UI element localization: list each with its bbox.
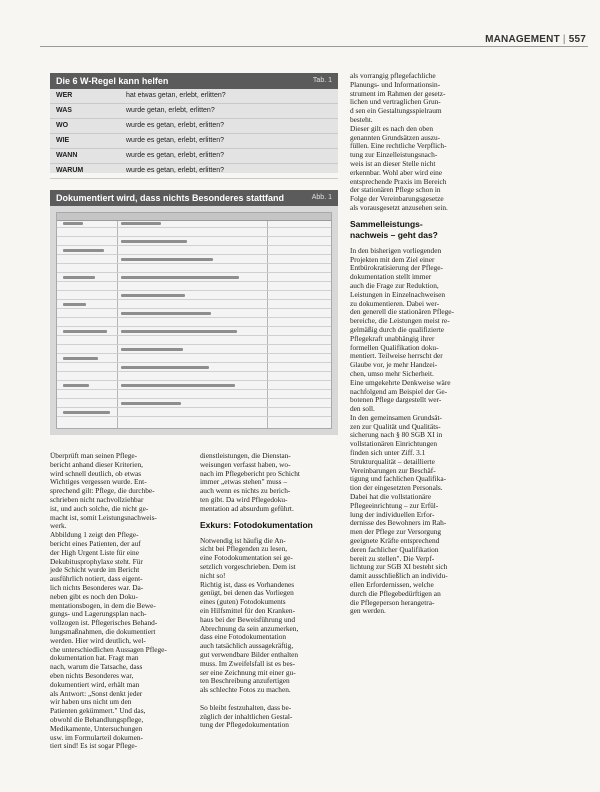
header-separator: | [562,34,566,45]
w-rule-row [50,89,338,104]
text-line: ser eine Zeichnung mit einer gu- [200,667,296,677]
text-line: nach, warum die Tatsache, dass [50,662,143,672]
col3-paragraph [350,72,488,213]
text-line: eben nichts Besonderes war, [50,670,134,680]
screenshot-gridline [57,263,331,264]
screenshot-text-line [63,222,83,225]
text-line: dokumentation hat. Fragt man [50,653,139,663]
screenshot-gridline [57,380,331,381]
page-number: 557 [568,34,586,45]
text-line: In den bisherigen vorliegenden [350,245,442,255]
screenshot-text-line [63,276,95,279]
text-line: gelmäßig durch die qualifizierte [350,324,445,334]
text-line: wird schnell deutlich, ob etwas [50,468,142,478]
col3-text [350,247,488,616]
w-rule-value: wurde es getan, erlebt, erlitten? [126,137,225,144]
text-line: als vorausgesetzt anzusehen sein. [350,202,448,212]
text-line: tung zur Einzelleistungsnach- [350,150,438,160]
text-line: Entbürokratisierung der Pflege- [350,263,443,273]
text-line: obwohl die Behandlungspflege, [50,714,144,724]
text-line: dokumentation stellt immer [350,272,432,282]
text-line: züglich der inhaltlichen Gestal- [200,711,293,721]
text-line: Richtig ist, dass es Vorhandenes [200,579,295,589]
text-line: entsprechende Praxis im Bereich [350,176,447,186]
text-line: weis ist an dieser Stelle nicht [350,158,436,168]
w-rule-rows [50,89,338,179]
documentation-screenshot-image [56,212,332,429]
text-line: nicht so! [200,570,226,580]
w-rule-value: wurde es getan, erlebt, erlitten? [126,122,225,129]
text-column-2 [200,452,340,730]
screenshot-gridline [57,335,331,336]
box-tag: Tab. 1 [312,77,332,84]
text-line: zu dokumentieren. Dabei wer- [350,298,440,308]
text-line: muss. Im Zweifelsfall ist es bes- [200,658,296,668]
screenshot-gridline [57,272,331,273]
w-rule-row [50,119,338,134]
figure-tag: Abb. 1 [311,194,332,201]
w-rule-row [50,149,338,164]
text-line: bereiche, die Leistungen meist re- [350,316,450,326]
text-line: eine Fotodokumentation sei ge- [200,553,293,563]
text-line: lichtung zur SGB XI besteht sich [350,562,448,572]
text-line: immer „etwas stehen" muss – [200,477,288,487]
screenshot-text-line [121,366,209,369]
text-line: gungs- und Lagerungsplan nach- [50,609,147,619]
screenshot-gridline [57,326,331,327]
screenshot-gridline [57,389,331,390]
w-rule-key: WARUM [56,167,84,174]
text-line: ten gibt. Da wird Pflegedoku- [200,494,288,504]
screenshot-text-line [63,249,104,252]
screenshot-gridline [57,362,331,363]
text-line: bereit zu stellen". Die Verpf- [350,553,435,563]
heading-line: Sammelleistungs- [350,218,423,229]
text-line: sprechend gilt: Pflege, die durchbe- [50,486,155,496]
w-rule-value: wurde es getan, erlebt, erlitten? [126,167,225,174]
text-line: weisungen verfasst haben, wo- [200,459,291,469]
text-line: Patienten gekümmert." Und das, [50,706,146,716]
text-line: als schlechte Fotos zu machen. [200,685,291,695]
screenshot-text-line [121,348,183,351]
text-line: strument im Rahmen der gesetz- [350,88,446,98]
text-line: Projekten mit dem Ziel einer [350,254,435,264]
text-line: füllen. Eine rechtliche Verpflich- [350,141,447,151]
text-line: eines (guten) Fotodokuments [200,597,286,607]
text-line: vollzogen ist. Pflegerisches Behand- [50,618,158,628]
text-line: So bleibt festzuhalten, dass be- [200,702,292,712]
text-line: Abbildung 1 zeigt den Pflege- [50,530,139,540]
text-line: Dekubitusprophylaxe steht. Für [50,556,143,566]
text-line: Pflegekraft unabhängig ihrer [350,333,435,343]
text-line: haus bei der Beweisführung und [200,614,296,624]
text-line: setzlich vorgeschrieben. Dem ist [200,561,296,571]
screenshot-text-line [121,312,211,315]
screenshot-text-line [121,402,181,405]
excursus-heading: Exkurs: Fotodokumentation [200,519,313,530]
text-line: formellen Qualifikation doku- [350,342,439,352]
text-line: werk. [50,521,67,531]
text-line: der stationären Pflege schon in [350,185,441,195]
header-rule [40,46,588,47]
text-line: tigung und fachlichen Qualifika- [350,474,447,484]
text-line: lich nichts Besonderes war. Da- [50,582,144,592]
w-rule-key: WER [56,92,73,99]
screenshot-gridline [57,290,331,291]
text-line: Leistungen in Einzelnachweisen [350,289,446,299]
screenshot-text-line [121,330,237,333]
text-line: Überprüft man seinen Pflege- [50,451,138,460]
screenshot-gridline [57,236,331,237]
text-line: dass eine Fotodokumentation [200,632,287,642]
text-line: bericht eines Patienten, der auf [50,538,141,548]
screenshot-text-line [63,411,110,414]
text-line: neben gibt es noch den Doku- [50,591,138,601]
text-line: chen, umso mehr Sicherheit. [350,368,434,378]
text-line: dienstleistungen, die Dienstan- [200,451,291,460]
text-line: Dieser gilt es nach den oben [350,123,433,133]
text-column-3 [350,72,488,616]
screenshot-gridline [57,353,331,354]
text-line: tion der eingesetzten Personals. [350,483,443,493]
text-line: Medikamente, Untersuchungen [50,723,143,733]
text-line: Wichtiges vergessen wurde. Ent- [50,477,147,487]
text-line: mentation ad absurdum geführt. [200,503,294,513]
screenshot-gridline [57,398,331,399]
text-line: Abrechnung da sein anzumerken, [200,623,299,633]
text-line: botenen Pflege dargestellt wer- [350,395,442,405]
w-rule-key: WO [56,122,69,129]
text-line: usw. im Formularteil dokumen- [50,732,143,742]
sammelleistungsnachweis-heading [350,219,488,241]
text-line: ist, und auch solche, die nicht ge- [50,503,149,513]
text-line: geeignete Kräfte entsprechend [350,536,440,546]
screenshot-text-line [63,384,89,387]
text-line: die Pflegeperson herangetra- [350,597,435,607]
text-line: damit ausschließlich an individu- [350,571,448,581]
screenshot-text-line [121,276,239,279]
screenshot-text-line [63,330,107,333]
text-line: Eine umgekehrte Denkweise wäre [350,377,451,387]
text-line: erkennbar. Wohl aber wird eine [350,167,443,177]
six-w-rule-box [50,73,338,173]
w-rule-key: WAS [56,107,72,114]
text-line: Vereinbarungen zur Beschäf- [350,465,436,475]
text-line: mentationsbogen, in dem die Bewe- [50,600,156,610]
text-line: dokumentiert wird, erhält man [50,679,140,689]
text-line: zen zur Qualität und Qualitäts- [350,421,441,431]
screenshot-text-line [63,303,86,306]
text-line: Glaube vor, je mehr Handzei- [350,360,438,370]
screenshot-gridline [57,254,331,255]
text-line: nachfolgend am Beispiel der Ge- [350,386,448,396]
text-line: Notwendig ist häufig die An- [200,535,286,545]
text-line: men der Pflege zur Versorgung [350,527,442,537]
text-line: Planungs- und Informationsin- [350,79,441,89]
text-line: schrieben nicht nachvollziehbar [50,494,144,504]
w-rule-row [50,134,338,149]
text-line: wir haben uns nicht um den [50,697,132,707]
text-line: dernisse des Bewohners im Rah- [350,518,447,528]
text-line: sicht bei Pflegenden zu lesen, [200,544,288,554]
screenshot-text-line [121,222,161,225]
w-rule-key: WANN [56,152,78,159]
w-rule-row [50,104,338,119]
text-line: gen werden. [350,606,386,616]
text-line: ein Hilfsmittel für den Kranken- [200,605,296,615]
text-line: ausführlich notiert, dass eigent- [50,574,143,584]
figure-box [50,190,338,435]
text-line: den generell die stationären Pflege- [350,307,454,317]
text-line: ellen Erfordernissen, welche [350,580,434,590]
text-line: mentiert. Teilweise herrscht der [350,351,443,361]
box-title-text: Die 6 W-Regel kann helfen [56,76,169,86]
text-line: genannten Grundsätzen auszu- [350,132,441,142]
heading-line: nachweis – geht das? [350,229,438,240]
screenshot-text-line [121,294,185,297]
text-line: finden sich unter Ziff. 3.1 [350,448,426,458]
text-line: als Antwort: „Sonst denkt jeder [50,688,143,698]
figure-title-text: Dokumentiert wird, dass nichts Besonderes stattfand [56,193,285,203]
text-line: durch die Pflegebedürftigen an [350,588,441,598]
running-header [485,34,586,45]
w-rule-row [50,164,338,179]
text-line: deren fachlicher Qualifikation [350,544,439,554]
text-line: che unterschiedlichen Aussagen Pflege- [50,644,167,654]
screenshot-gridline [57,344,331,345]
section-title: MANAGEMENT [485,34,560,45]
col2-paragraph [200,452,340,514]
screenshot-text-line [121,384,235,387]
w-rule-value: wurde getan, erlebt, erlitten? [126,107,215,114]
text-line: werden. Hier wird deutlich, wel- [50,635,146,645]
text-line: tiert sind! Es ist sogar Pflege- [50,741,138,751]
text-line: Folge der Vereinbarungsgesetze [350,194,444,204]
screenshot-middle-pane [117,221,268,428]
text-line: In den gemeinsamen Grundsät- [350,412,442,422]
screenshot-gridline [57,416,331,417]
screenshot-gridline [57,245,331,246]
text-line: auch wenn es nichts zu berich- [200,486,291,496]
text-line: vollstationären Einrichtungen [350,439,438,449]
text-line: tung der Pflegedokumentation [200,720,289,730]
screenshot-gridline [57,281,331,282]
text-column-1 [50,452,192,751]
text-line: bericht anhand dieser Kriterien, [50,459,143,469]
text-line: nach im Pflegebericht pro Schicht [200,468,300,478]
screenshot-gridline [57,317,331,318]
w-rule-value: hat etwas getan, erlebt, erlitten? [126,92,226,99]
box-title [50,73,338,89]
text-line: genügt, bei denen das Vorliegen [200,588,294,598]
text-line: auch die Frage zur Reduktion, [350,280,439,290]
text-line: lichen und vertraglichen Grun- [350,97,441,107]
text-line: Pflegeeinrichtung – zur Erfül- [350,500,439,510]
text-line: macht ist, somit Leistungsnachweis- [50,512,157,522]
text-line: als vorrangig pflegefachliche [350,71,436,80]
screenshot-gridline [57,299,331,300]
col2-excursus-text [200,537,340,731]
text-line: jede Schicht wurde im Bericht [50,565,140,575]
screenshot-text-line [121,240,187,243]
screenshot-gridline [57,227,331,228]
text-line: ten Beschreibung anzufertigen [200,676,290,686]
text-line: d sen ein Gestaltungsspielraum [350,106,442,116]
screenshot-text-line [63,357,98,360]
text-line: besteht. [350,114,373,124]
text-line: der High Urgent Liste für eine [50,547,139,557]
screenshot-gridline [57,371,331,372]
text-line: auch tatsächlich aussagekräftig, [200,641,294,651]
screenshot-toolbar [57,213,331,221]
screenshot-gridline [57,308,331,309]
text-line: lung der individuellen Erfor- [350,509,435,519]
screenshot-text-line [121,258,213,261]
screenshot-gridline [57,407,331,408]
text-line: Strukturqualität – detaillierte [350,456,435,466]
w-rule-key: WIE [56,137,70,144]
w-rule-value: wurde es getan, erlebt, erlitten? [126,152,225,159]
text-line: lungsmaßnahmen, die dokumentiert [50,626,156,636]
text-line: sicherung nach § 80 SGB XI in [350,430,443,440]
text-line: den soll. [350,404,375,414]
screenshot-left-pane [57,221,118,428]
figure-title [50,190,338,206]
text-line: gut verwendbare Bilder enthalten [200,649,299,659]
text-line: Dabei hat die vollstationäre [350,492,431,502]
